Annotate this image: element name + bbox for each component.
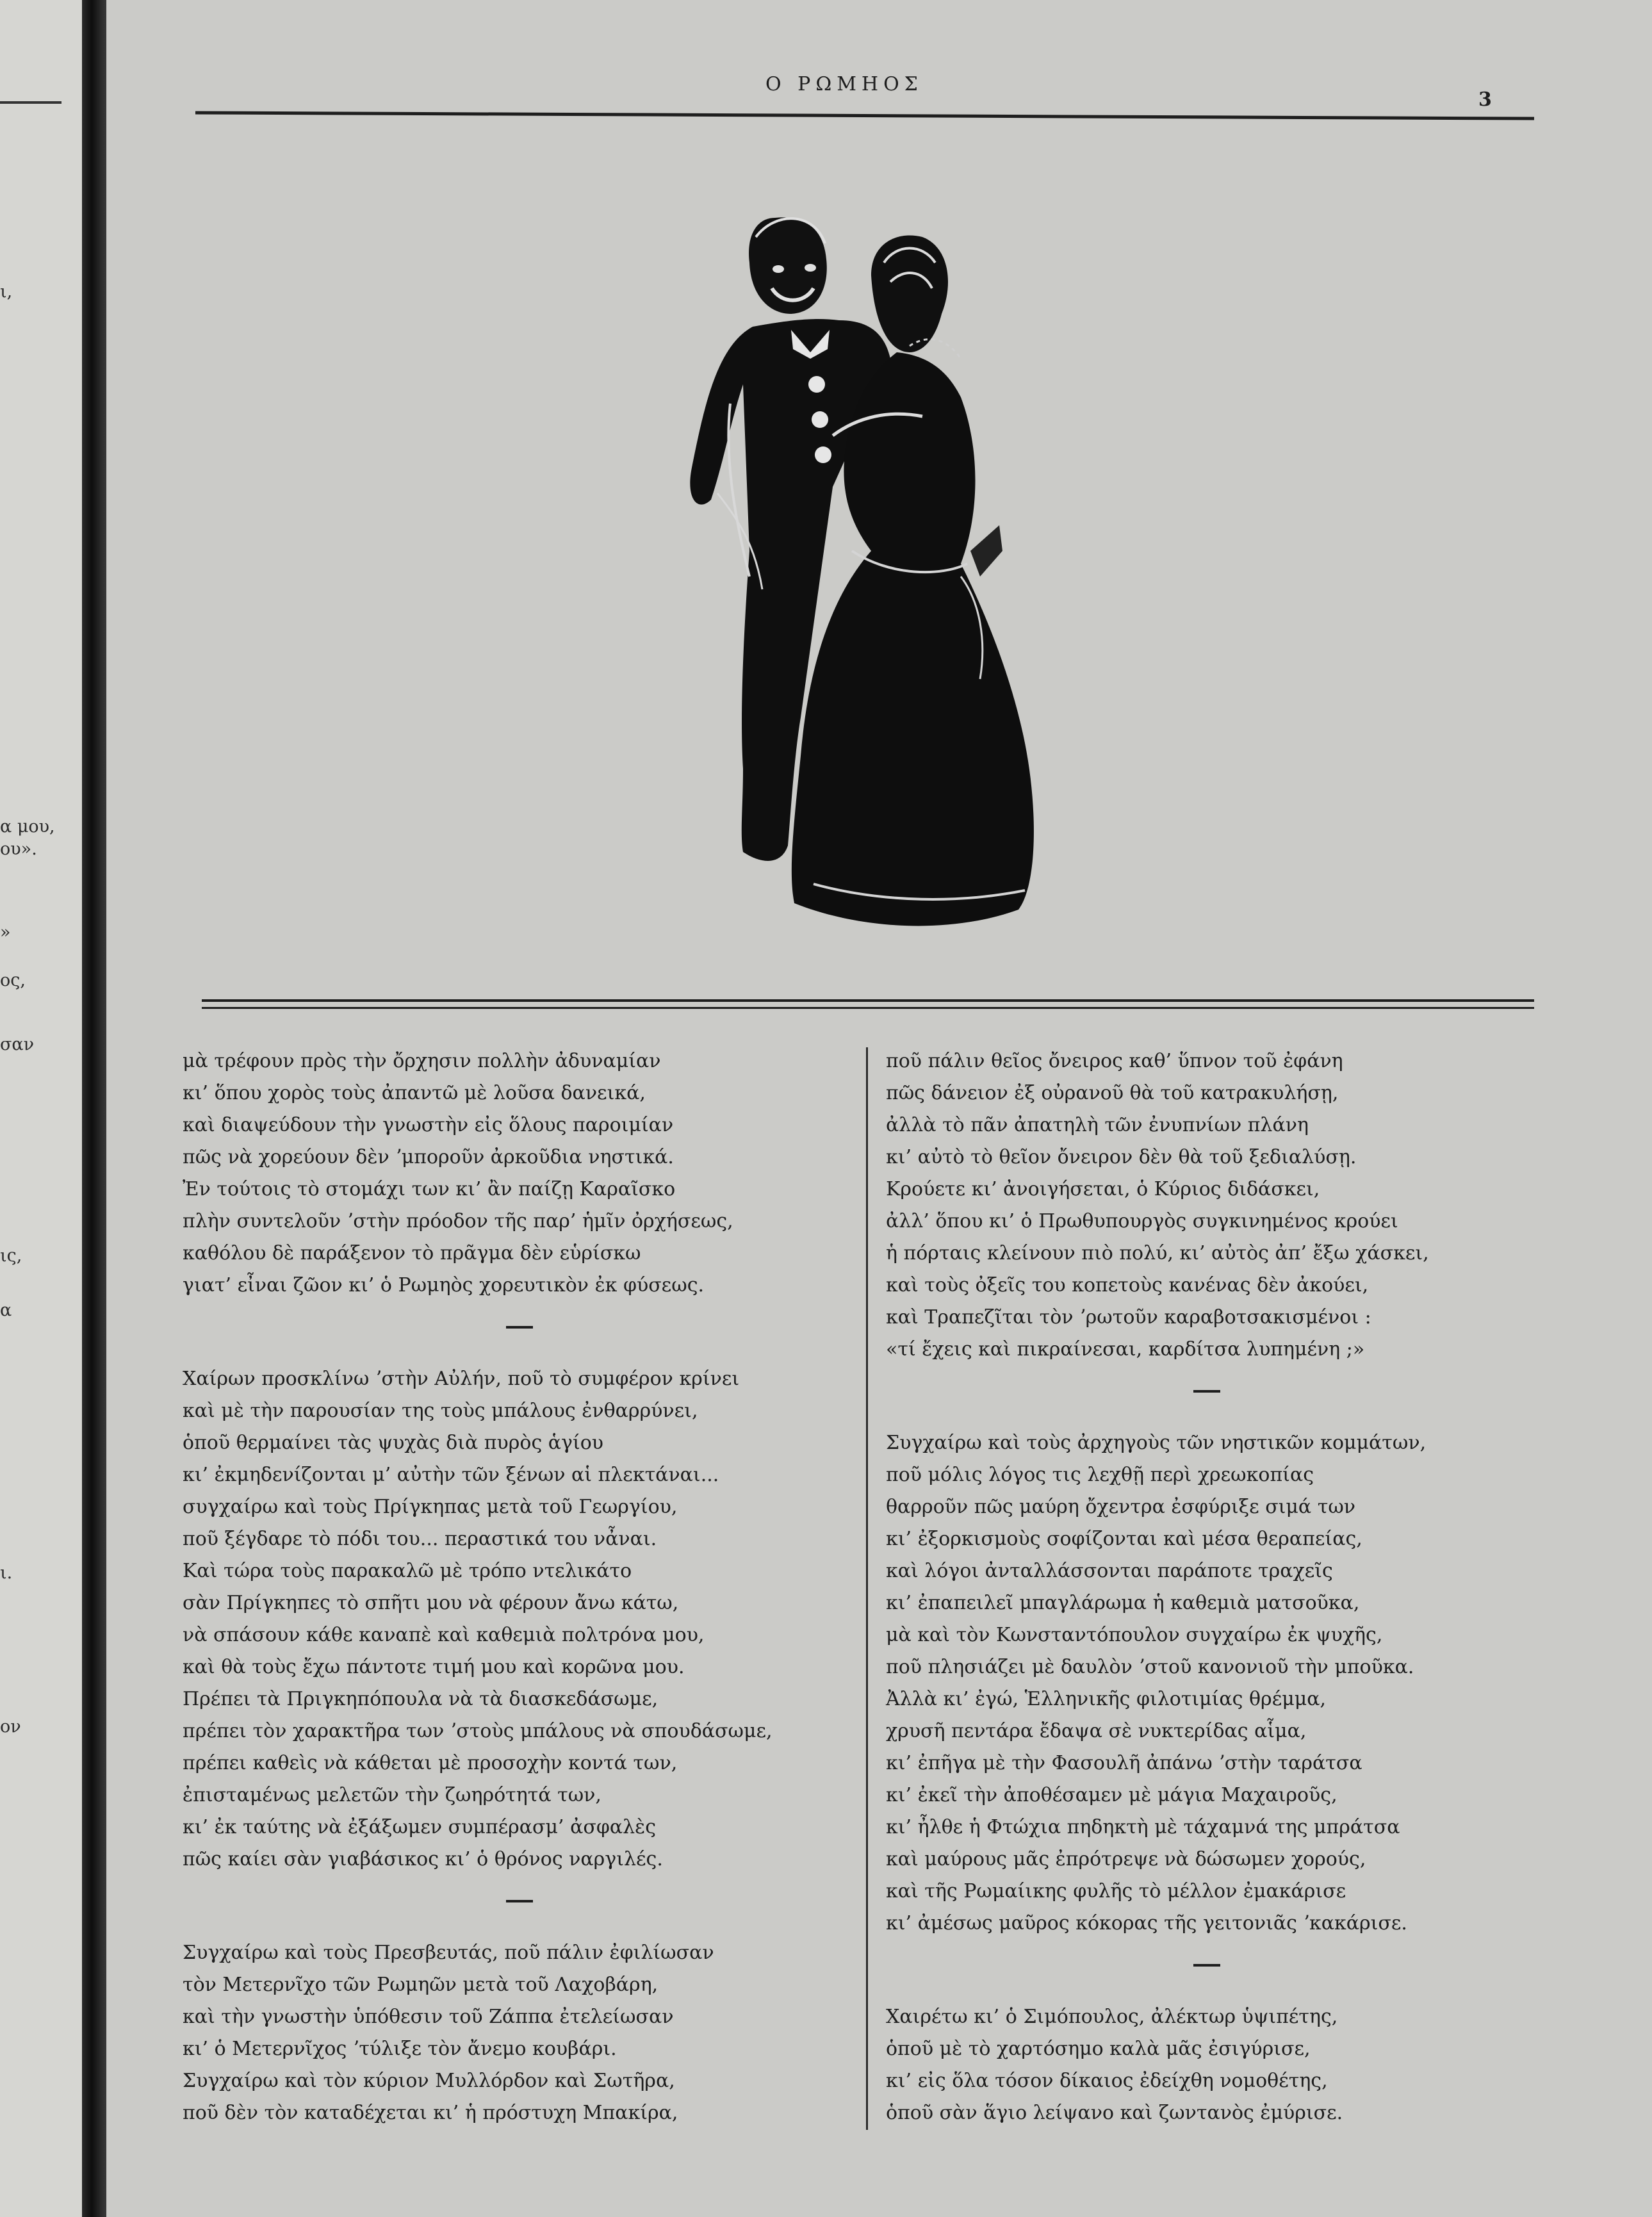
verse-line: σὰν Πρίγκηπες τὸ σπῆτι μου νὰ φέρουν ἄνω κάτω, (183, 1592, 679, 1614)
stanza-separator (1193, 1964, 1220, 1967)
verse-line: κι’ ὁ Μετερνῖχος ʼτύλιξε τὸν ἄνεμο κουβάρι. (183, 2038, 617, 2060)
verse-line: ἐπισταμένως μελετῶν τὴν ζωηρότητά των, (183, 1784, 601, 1806)
verse-line: νὰ σπάσουν κάθε καναπὲ καὶ καθεμιὰ πολτρόνα μου, (183, 1624, 705, 1646)
verse-line: Ἀλλὰ κι’ ἐγώ, Ἑλληνικῆς φιλοτιμίας θρέμμα, (886, 1688, 1327, 1710)
verse-line: Συγχαίρω καὶ τὸν κύριον Μυλλόρδον καὶ Σωτῆρα, (183, 2070, 675, 2092)
verse-line: κι’ ἀμέσως μαῦρος κόκορας τῆς γειτονιᾶς ʼκακάρισε. (886, 1912, 1407, 1935)
verse-line: πῶς νὰ χορεύουν δὲν ʼμποροῦν ἀρκοῦδια νηστικά. (183, 1146, 674, 1168)
verse-line: κι’ ἐκεῖ τὴν ἀποθέσαμεν μὲ μάγια Μαχαιροῦς, (886, 1784, 1337, 1806)
verse-line: ποῦ πάλιν θεῖος ὄνειρος καθ’ ὕπνον τοῦ ἐφάνη (886, 1050, 1343, 1072)
verse-line: πλὴν συντελοῦν ʼστὴν πρόοδον τῆς παρ’ ἡμῖν ὀρχήσεως, (183, 1210, 733, 1232)
facing-page-fragment: ον (0, 1717, 21, 1737)
verse-line: Χαίρων προσκλίνω ʼστὴν Αὐλήν, ποῦ τὸ συμφέρον κρίνει (183, 1368, 740, 1390)
right-text-column (886, 1045, 1526, 2129)
stanza (183, 1363, 855, 1876)
verse-line: ἀλλ’ ὅπου κι’ ὁ Πρωθυπουργὸς συγκινημένος κρούει (886, 1210, 1398, 1232)
stanza-separator (1193, 1390, 1220, 1393)
stanza (886, 2001, 1526, 2129)
verse-line: τὸν Μετερνῖχο τῶν Ρωμηῶν μετὰ τοῦ Λαχοβάρη, (183, 1974, 658, 1996)
stanza (183, 1045, 855, 1302)
page-number: 3 (1478, 88, 1492, 111)
verse-line: ποῦ δὲν τὸν καταδέχεται κι’ ἡ πρόστυχη Μπακίρα, (183, 2102, 678, 2124)
verse-line: γιατ’ εἶναι ζῶον κι’ ὁ Ρωμηὸς χορευτικὸν ἐκ φύσεως. (183, 1274, 705, 1297)
facing-page-fragment: ις, (0, 1246, 22, 1266)
verse-line: πῶς δάνειον ἐξ οὐρανοῦ θὰ τοῦ κατρακυλήσῃ, (886, 1082, 1339, 1104)
verse-line: καὶ Τραπεζῖται τὸν ʼρωτοῦν καραβοτσακισμένοι : (886, 1306, 1371, 1329)
verse-line: κι’ ἦλθε ἡ Φτώχια πηδηκτὴ μὲ τάχαμνά της μπράτσα (886, 1816, 1400, 1838)
verse-line: καὶ τοὺς ὀξεῖς του κοπετοὺς κανένας δὲν ἀκούει, (886, 1274, 1369, 1297)
facing-page-fragment: ου». (0, 839, 37, 859)
verse-line: Κρούετε κι’ ἀνοιγήσεται, ὁ Κύριος διδάσκει, (886, 1178, 1320, 1200)
facing-page-fragment: » (0, 922, 11, 942)
stanza-separator (506, 1900, 533, 1902)
verse-line: πῶς καίει σὰν γιαβάσικος κι’ ὁ θρόνος ναργιλές. (183, 1848, 663, 1870)
facing-page-fragment: ος, (0, 970, 26, 990)
facing-page-fragment: ι, (0, 282, 13, 302)
stanza-separator (506, 1326, 533, 1329)
facing-page-edge (0, 0, 90, 2217)
verse-line: καὶ θὰ τοὺς ἔχω πάντοτε τιμή μου καὶ κορῶνα μου. (183, 1656, 685, 1678)
verse-line: κι’ ἐκ ταύτης νὰ ἐξάξωμεν συμπέρασμ’ ἀσφαλὲς (183, 1816, 657, 1838)
illustration-rule-bottom (202, 1007, 1534, 1009)
facing-page-fragment: σαν (0, 1035, 35, 1054)
facing-page-fragment: α μου, (0, 817, 55, 837)
verse-line: ποῦ ξέγδαρε τὸ πόδι του... περαστικά του νἆναι. (183, 1528, 657, 1550)
verse-line: καὶ μὲ τὴν παρουσίαν της τοὺς μπάλους ἐνθαρρύνει, (183, 1400, 698, 1422)
verse-line: μὰ καὶ τὸν Κωνσταντόπουλον συγχαίρω ἐκ ψυχῆς, (886, 1624, 1383, 1646)
verse-line: συγχαίρω καὶ τοὺς Πρίγκηπας μετὰ τοῦ Γεωργίου, (183, 1496, 678, 1518)
verse-line: Ἐν τούτοις τὸ στομάχι των κι’ ἂν παίζῃ Καραῖσκο (183, 1178, 676, 1200)
verse-line: κι’ ἐπαπειλεῖ μπαγλάρωμα ἡ καθεμιὰ ματσοῦκα, (886, 1592, 1360, 1614)
binding-gutter (82, 0, 106, 2217)
verse-line: πρέπει τὸν χαρακτῆρα των ʼστοὺς μπάλους νὰ σπουδάσωμε, (183, 1720, 773, 1742)
verse-line: κι’ ἐξορκισμοὺς σοφίζονται καὶ μέσα θεραπείας, (886, 1528, 1362, 1550)
verse-line: ποῦ πλησιάζει μὲ δαυλὸν ʼστοῦ κανονιοῦ τὴν μποῦκα. (886, 1656, 1414, 1678)
verse-line: καὶ διαψεύδουν τὴν γνωστὴν εἰς ὅλους παροιμίαν (183, 1114, 674, 1136)
verse-line: Χαιρέτω κι’ ὁ Σιμόπουλος, ἀλέκτωρ ὑψιπέτης, (886, 2006, 1338, 2028)
verse-line: ὁποῦ σὰν ἅγιο λείψανο καὶ ζωντανὸς ἐμύρισε. (886, 2102, 1343, 2124)
verse-line: ὁποῦ μὲ τὸ χαρτόσημο καλὰ μᾶς ἐσιγύρισε, (886, 2038, 1311, 2060)
verse-line: χρυσῆ πεντάρα ἔδαψα σὲ νυκτερίδας αἷμα, (886, 1720, 1307, 1742)
column-divider (866, 1047, 868, 2130)
verse-line: κι’ ἐπῆγα μὲ τὴν Φασουλῆ ἀπάνω ʼστὴν ταράτσα (886, 1752, 1362, 1774)
stanza (886, 1427, 1526, 1940)
dancing-couple-illustration (679, 192, 1089, 942)
verse-line: θαρροῦν πῶς μαύρη ὄχεντρα ἐσφύριξε σιμά των (886, 1496, 1356, 1518)
stanza (886, 1045, 1526, 1366)
verse-line: Συγχαίρω καὶ τοὺς ἀρχηγοὺς τῶν νηστικῶν κομμάτων, (886, 1432, 1427, 1454)
verse-line: Πρέπει τὰ Πριγκηπόπουλα νὰ τὰ διασκεδάσωμε, (183, 1688, 658, 1710)
verse-line: καὶ μαύρους μᾶς ἐπρότρεψε νὰ δώσωμεν χορούς, (886, 1848, 1366, 1870)
facing-page-rule (0, 101, 61, 104)
verse-line: κι’ ἐκμηδενίζονται μ’ αὐτὴν τῶν ξένων αἱ πλεκτάναι... (183, 1464, 719, 1486)
illustration-rule-top (202, 999, 1534, 1002)
verse-line: καθόλου δὲ παράξενον τὸ πρᾶγμα δὲν εὑρίσκω (183, 1242, 641, 1264)
verse-line: πρέπει καθεὶς νὰ κάθεται μὲ προσοχὴν κοντά των, (183, 1752, 678, 1774)
facing-page-fragment: α (0, 1300, 12, 1320)
left-text-column (183, 1045, 855, 2129)
verse-line: Συγχαίρω καὶ τοὺς Πρεσβευτάς, ποῦ πάλιν ἐφιλίωσαν (183, 1942, 714, 1964)
verse-line: κι’ ὅπου χορὸς τοὺς ἀπαντῶ μὲ λοῦσα δανεικά, (183, 1082, 646, 1104)
verse-line: «τί ἔχεις καὶ πικραίνεσαι, καρδίτσα λυπημένη ;» (886, 1338, 1365, 1361)
running-head: Ο ΡΩΜΗΟΣ (765, 73, 923, 95)
verse-line: ἀλλὰ τὸ πᾶν ἀπατηλὴ τῶν ἐνυπνίων πλάνη (886, 1114, 1309, 1136)
verse-line: Καὶ τώρα τοὺς παρακαλῶ μὲ τρόπο ντελικάτο (183, 1560, 632, 1582)
verse-line: μὰ τρέφουν πρὸς τὴν ὄρχησιν πολλὴν ἀδυναμίαν (183, 1050, 661, 1072)
facing-page-fragment: ι. (0, 1563, 13, 1583)
verse-line: καὶ τὴν γνωστὴν ὑπόθεσιν τοῦ Ζάππα ἐτελείωσαν (183, 2006, 674, 2028)
verse-line: ἡ πόρταις κλείνουν πιὸ πολύ, κι’ αὐτὸς ἀπ’ ἔξω χάσκει, (886, 1242, 1429, 1264)
verse-line: ποῦ μόλις λόγος τις λεχθῇ περὶ χρεωκοπίας (886, 1464, 1314, 1486)
stanza (183, 1937, 855, 2129)
verse-line: κι’ αὐτὸ τὸ θεῖον ὄνειρον δὲν θὰ τοῦ ξεδιαλύσῃ. (886, 1146, 1357, 1168)
verse-line: καὶ τῆς Ρωμαίικης φυλῆς τὸ μέλλον ἐμακάρισε (886, 1880, 1346, 1902)
verse-line: κι’ εἰς ὅλα τόσον δίκαιος ἐδείχθη νομοθέτης, (886, 2070, 1328, 2092)
verse-line: καὶ λόγοι ἀνταλλάσσονται παράποτε τραχεῖς (886, 1560, 1333, 1582)
verse-line: ὁποῦ θερμαίνει τὰς ψυχὰς διὰ πυρὸς ἁγίου (183, 1432, 604, 1454)
